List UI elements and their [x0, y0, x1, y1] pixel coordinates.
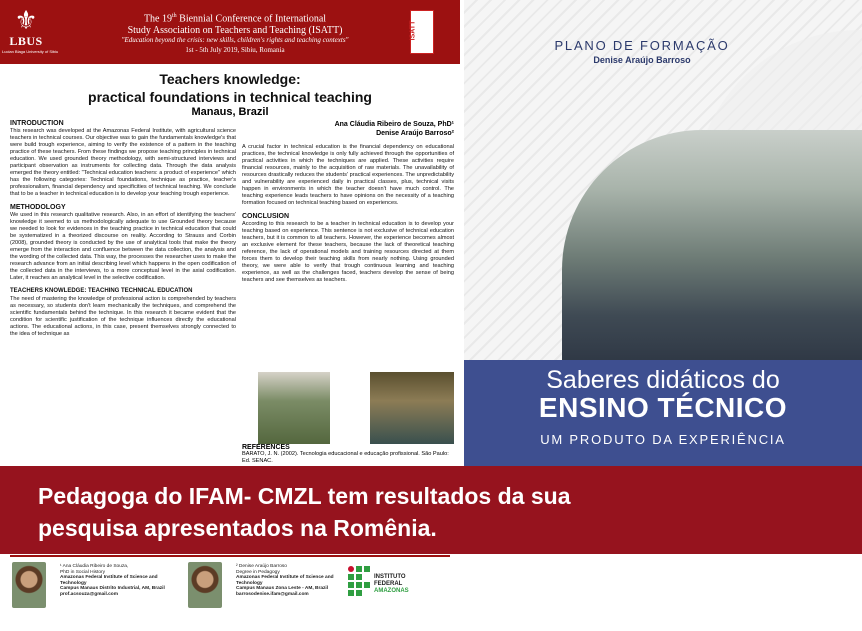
ifam-campus: AMAZONAS [374, 588, 409, 594]
author-1-line: PhD in Social History [60, 569, 106, 575]
conference-title-line2: Study Association on Teachers and Teaching (ISATT) [127, 25, 343, 37]
references-section [242, 444, 454, 465]
ifam-logo [348, 566, 428, 596]
poster-left-column [10, 120, 236, 344]
intro-text: This research was developed at the Amazonas Federal Institute, with agricultural science teachers in technical courses. Our objective was to gain the fundamentals knowledge's that were build trough experience, aiming to verify the existence of a pattern in the teaching practice of these teachers. From these findings we propose teaching principles in technical education. We used grounded theory methodology, with semi-structured interviews and participant observation as instruments for collecting data. Through the data analysis emerged the theory entitled: "Technical education teachers: a product of experience" which has the following categories: Technical foundations, technique as practice, teacher's professionalism, financial dependency and specificities of technical teaching. We conclude that to be a teacher in technical education is to develop your teaching trough experience. [10, 128, 236, 197]
references-text: BARATO, J. N. (2002). Tecnologia educacional e educação profissional. São Paulo: Ed. SENAC. [242, 451, 449, 464]
author-1-avatar [12, 562, 46, 608]
ifam-wordmark [374, 574, 428, 595]
poster-photo-outdoor [258, 372, 330, 444]
methodology-text: We used in this research qualitative research. Also, in an effort of identifying the teachers' knowledge it seemed to us methodologically adequate to use Grounded theory because we needed to look for evidences in the teaching practice in technical education that could be systematized in a theorized discourse on reality. According to Strauss and Corbin (2008), grounded theory is conducted by the use of analytical tools that make the theory emerge from the interaction and confluence between the data collection, the analysis and the wording of the collected data. This way, the processes the researcher uses to make the research advance from an initial describing level which happens in the open codification of the collected data in the interviews, to a more conceptual level in the axial codification. Later, it reaches an analytical level in the selective codification. [10, 212, 236, 281]
footer-divider [10, 555, 450, 557]
headline-line1: Pedagoga do IFAM- CMZL tem resultados da sua [38, 483, 571, 509]
book-kicker: PLANO DE FORMAÇÃO [554, 38, 730, 53]
logo-subtitle: Lucian Blaga University of Sibiu [2, 49, 59, 54]
university-crest-icon: ⚜ [14, 6, 38, 36]
poster-city: Manaus, Brazil [191, 106, 269, 118]
author-2-line: Technology [236, 580, 263, 586]
author-2-line: Campus Manaus Zona Leste - AM, Brazil [236, 586, 329, 592]
headline-line2: pesquisa apresentados na Romênia. [38, 515, 437, 541]
conference-motto: "Education beyond the crisis: new skills, children's rights and teaching contexts" [121, 36, 349, 44]
author-1-line: Campus Manaus Distrito Industrial, AM, Brazil [60, 586, 165, 592]
isatt-badge-label: ISATT [409, 20, 417, 41]
poster-title [0, 70, 460, 106]
conference-title-prefix: The [143, 13, 162, 25]
book-subtitle: Saberes didáticos do [546, 366, 780, 394]
conference-ordinal: 19 [161, 13, 172, 25]
author-1-line: Amazonas Federal Institute of Science and [60, 575, 158, 581]
conference-title-suffix: Biennial Conference of International [176, 13, 327, 25]
conclusion-text: According to this research to be a teacher in technical education is to develop your teaching based on experience. This sentence is not exclusive of technical education teachers, but it is common to all teachers. However, the experience becomes almost an exclusive element for these teachers, because the lack of theoretical teaching reference, the lack of operational models and training resources directed at them forces them to develop their teaching skills from nearly nothing. Using grounded theory, we were able to verify that trough continuous learning and teaching experience, as well as the challenges faced, teachers develop the sense of being teachers and see themselves as teachers. [242, 221, 454, 283]
ifam-grid-icon [348, 566, 372, 596]
poster-title-line2: practical foundations in technical teaching [88, 89, 372, 105]
author-2-info [236, 564, 366, 598]
author-2-line: Degree in Pedagogy [236, 569, 280, 575]
book-tagline: UM PRODUTO DA EXPERIÊNCIA [540, 432, 786, 447]
poster-title-line1: Teachers knowledge: [159, 71, 301, 87]
book-cover [464, 0, 862, 466]
author-1-line: ¹ Ana Cláudia Ribeiro de Souza, [60, 564, 129, 569]
knowledge-section [10, 288, 236, 338]
logo-name: LBUS [9, 34, 43, 48]
poster-photo-classroom [370, 372, 454, 444]
crucial-text: A crucial factor in technical education is the financial dependency on educational practices, the technical knowledge is only fully achieved through the opportunities of practical activities in which the techniques are applied. These activities require financial resources, mainly to the acquisition of raw materials. The unavailability of resources drastically reduces the students' practical experiences. The unpredictability and vulnerability are experienced daily in practical classes, plus, technical visits happen in environments in which the teacher doesn't have much control. The teaching experience leads teachers to have opinions on the necessity of a teaching formation focused on technical teaching based on experiences. [242, 144, 454, 206]
lbus-logo [2, 6, 59, 58]
author-1-info [60, 564, 190, 598]
methodology-heading: METHODOLOGY [10, 204, 66, 211]
conference-title [100, 10, 370, 37]
conference-ordinal-sup: th [171, 13, 177, 19]
knowledge-text: The need of mastering the knowledge of professional action is comprehended by teachers as necessary, so students don't learn mechanically the techniques, and comprehend the scientific fundamentals behind the technique. In this research it became evident that the condition for scientific justification of the technique influences directly the educational actions. The educational actions, in this case, present themselves strongly connected to the idea of technique as [10, 296, 236, 337]
author-2-line: barrosodenise.ifam@gmail.com [236, 591, 309, 597]
author-2-line: ² Denise Araújo Barroso [236, 564, 287, 569]
methodology-section [10, 204, 236, 282]
intro-section [10, 120, 236, 198]
author-2-avatar [188, 562, 222, 608]
author-1-line: prof.acsouza@gmail.com [60, 591, 118, 597]
isatt-badge [410, 10, 434, 54]
poster-header [0, 0, 460, 64]
references-heading: REFERENCES [242, 444, 290, 451]
author-1-line: Technology [60, 580, 87, 586]
intro-heading: INTRODUCTION [10, 120, 64, 127]
poster-right-column [242, 144, 454, 290]
poster-authors [240, 120, 454, 138]
crucial-section [242, 144, 454, 207]
conclusion-heading: CONCLUSION [242, 213, 290, 220]
ifam-institute: INSTITUTO FEDERAL [374, 574, 406, 587]
headline-text [38, 480, 838, 544]
poster-photos [258, 372, 454, 444]
book-title: ENSINO TÉCNICO [538, 392, 788, 423]
headline-banner [0, 466, 862, 554]
conference-date: 1st - 5th July 2019, Sibiu, Romania [185, 46, 285, 54]
knowledge-heading: TEACHERS KNOWLEDGE: TEACHING TECHNICAL EDUCATION [10, 288, 193, 294]
book-author: Denise Araújo Barroso [593, 55, 691, 65]
author-1: Ana Cláudia Ribeiro de Souza, PhD¹ [334, 121, 454, 128]
conclusion-section [242, 213, 454, 284]
author-2-line: Amazonas Federal Institute of Science and [236, 575, 334, 581]
author-2: Denise Araújo Barroso² [376, 130, 454, 137]
